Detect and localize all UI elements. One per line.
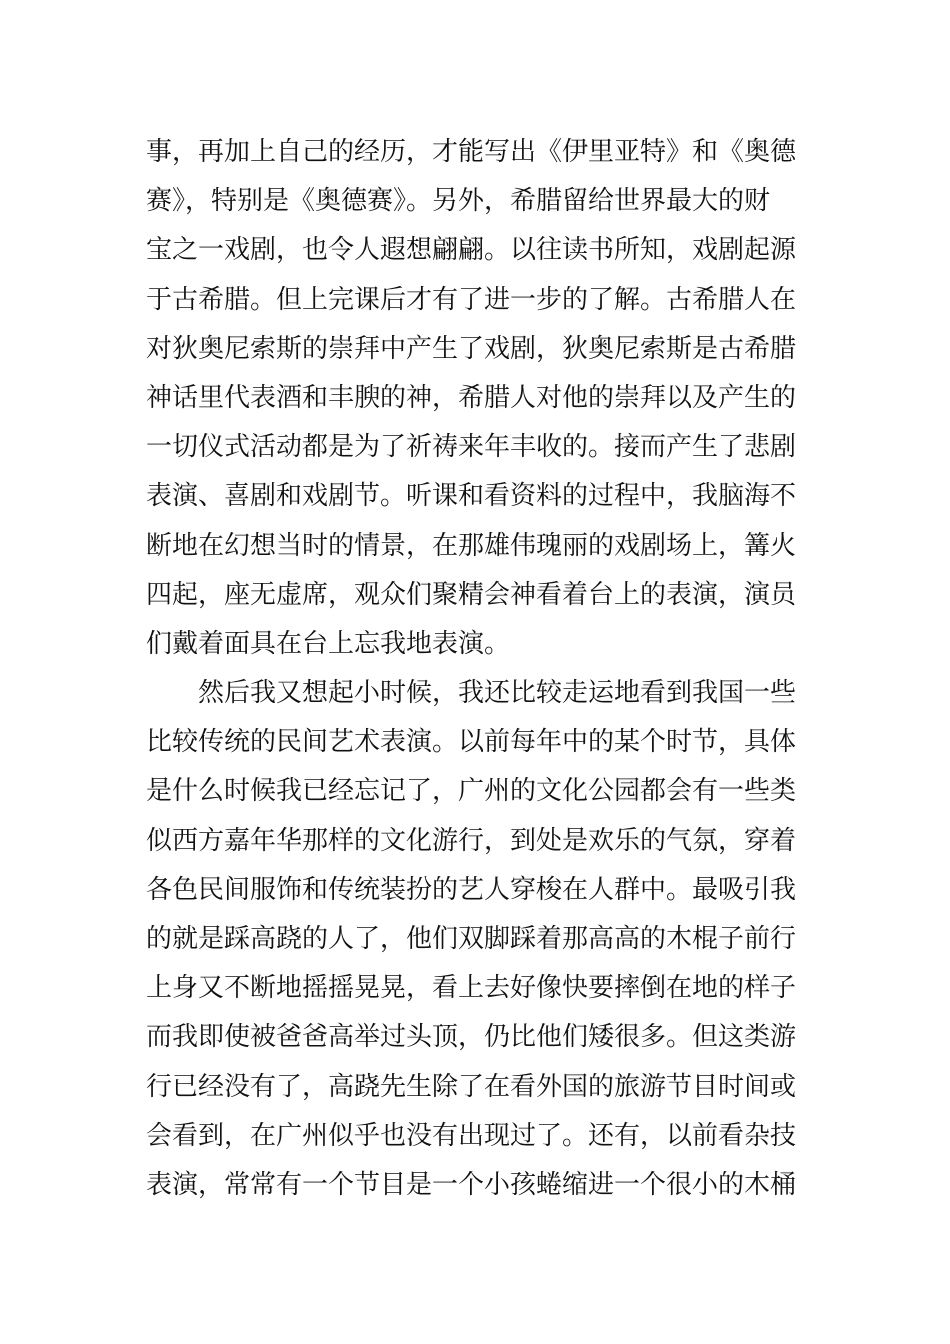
text-line: 神话里代表酒和丰腴的神，希腊人对他的崇拜以及产生的	[146, 382, 797, 413]
paragraph-1	[146, 128, 808, 669]
text-line: 表演，常常有一个节目是一个小孩蜷缩进一个很小的木桶	[146, 1169, 797, 1200]
text-line: 一切仪式活动都是为了祈祷来年丰收的。接而产生了悲剧	[146, 432, 797, 463]
text-line: 断地在幻想当时的情景，在那雄伟瑰丽的戏剧场上，篝火	[146, 530, 797, 561]
text-line: 比较传统的民间艺术表演。以前每年中的某个时节，具体	[146, 727, 797, 758]
text-line: 赛》，特别是《奥德赛》。另外，希腊留给世界最大的财	[146, 186, 771, 217]
text-line: 四起，座无虚席，观众们聚精会神看着台上的表演，演员	[146, 579, 797, 610]
text-line: 似西方嘉年华那样的文化游行，到处是欢乐的气氛，穿着	[146, 825, 797, 856]
text-line: 而我即使被爸爸高举过头顶，仍比他们矮很多。但这类游	[146, 1022, 797, 1053]
text-line: 各色民间服饰和传统装扮的艺人穿梭在人群中。最吸引我	[146, 874, 797, 905]
text-line: 表演、喜剧和戏剧节。听课和看资料的过程中，我脑海不	[146, 481, 797, 512]
text-line: 是什么时候我已经忘记了，广州的文化公园都会有一些类	[146, 776, 797, 807]
text-line: 的就是踩高跷的人了，他们双脚踩着那高高的木棍子前行	[146, 924, 797, 954]
paragraph-2	[146, 669, 808, 1210]
text-line: 于古希腊。但上完课后才有了进一步的了解。古希腊人在	[146, 284, 797, 315]
text-line: 上身又不断地摇摇晃晃，看上去好像快要摔倒在地的样子	[146, 973, 797, 1004]
text-line: 们戴着面具在台上忘我地表演。	[146, 628, 511, 659]
text-line: 宝之一戏剧，也令人遐想翩翩。以往读书所知，戏剧起源	[146, 235, 797, 266]
text-line-indented: 然后我又想起小时候，我还比较走运地看到我国一些	[198, 678, 797, 709]
document-body	[146, 128, 808, 1210]
text-line: 行已经没有了，高跷先生除了在看外国的旅游节目时间或	[146, 1071, 797, 1102]
text-line: 事，再加上自己的经历，才能写出《伊里亚特》和《奥德	[146, 137, 797, 167]
text-line: 会看到，在广州似乎也没有出现过了。还有，以前看杂技	[146, 1120, 797, 1151]
text-line: 对狄奥尼索斯的崇拜中产生了戏剧，狄奥尼索斯是古希腊	[146, 333, 797, 364]
